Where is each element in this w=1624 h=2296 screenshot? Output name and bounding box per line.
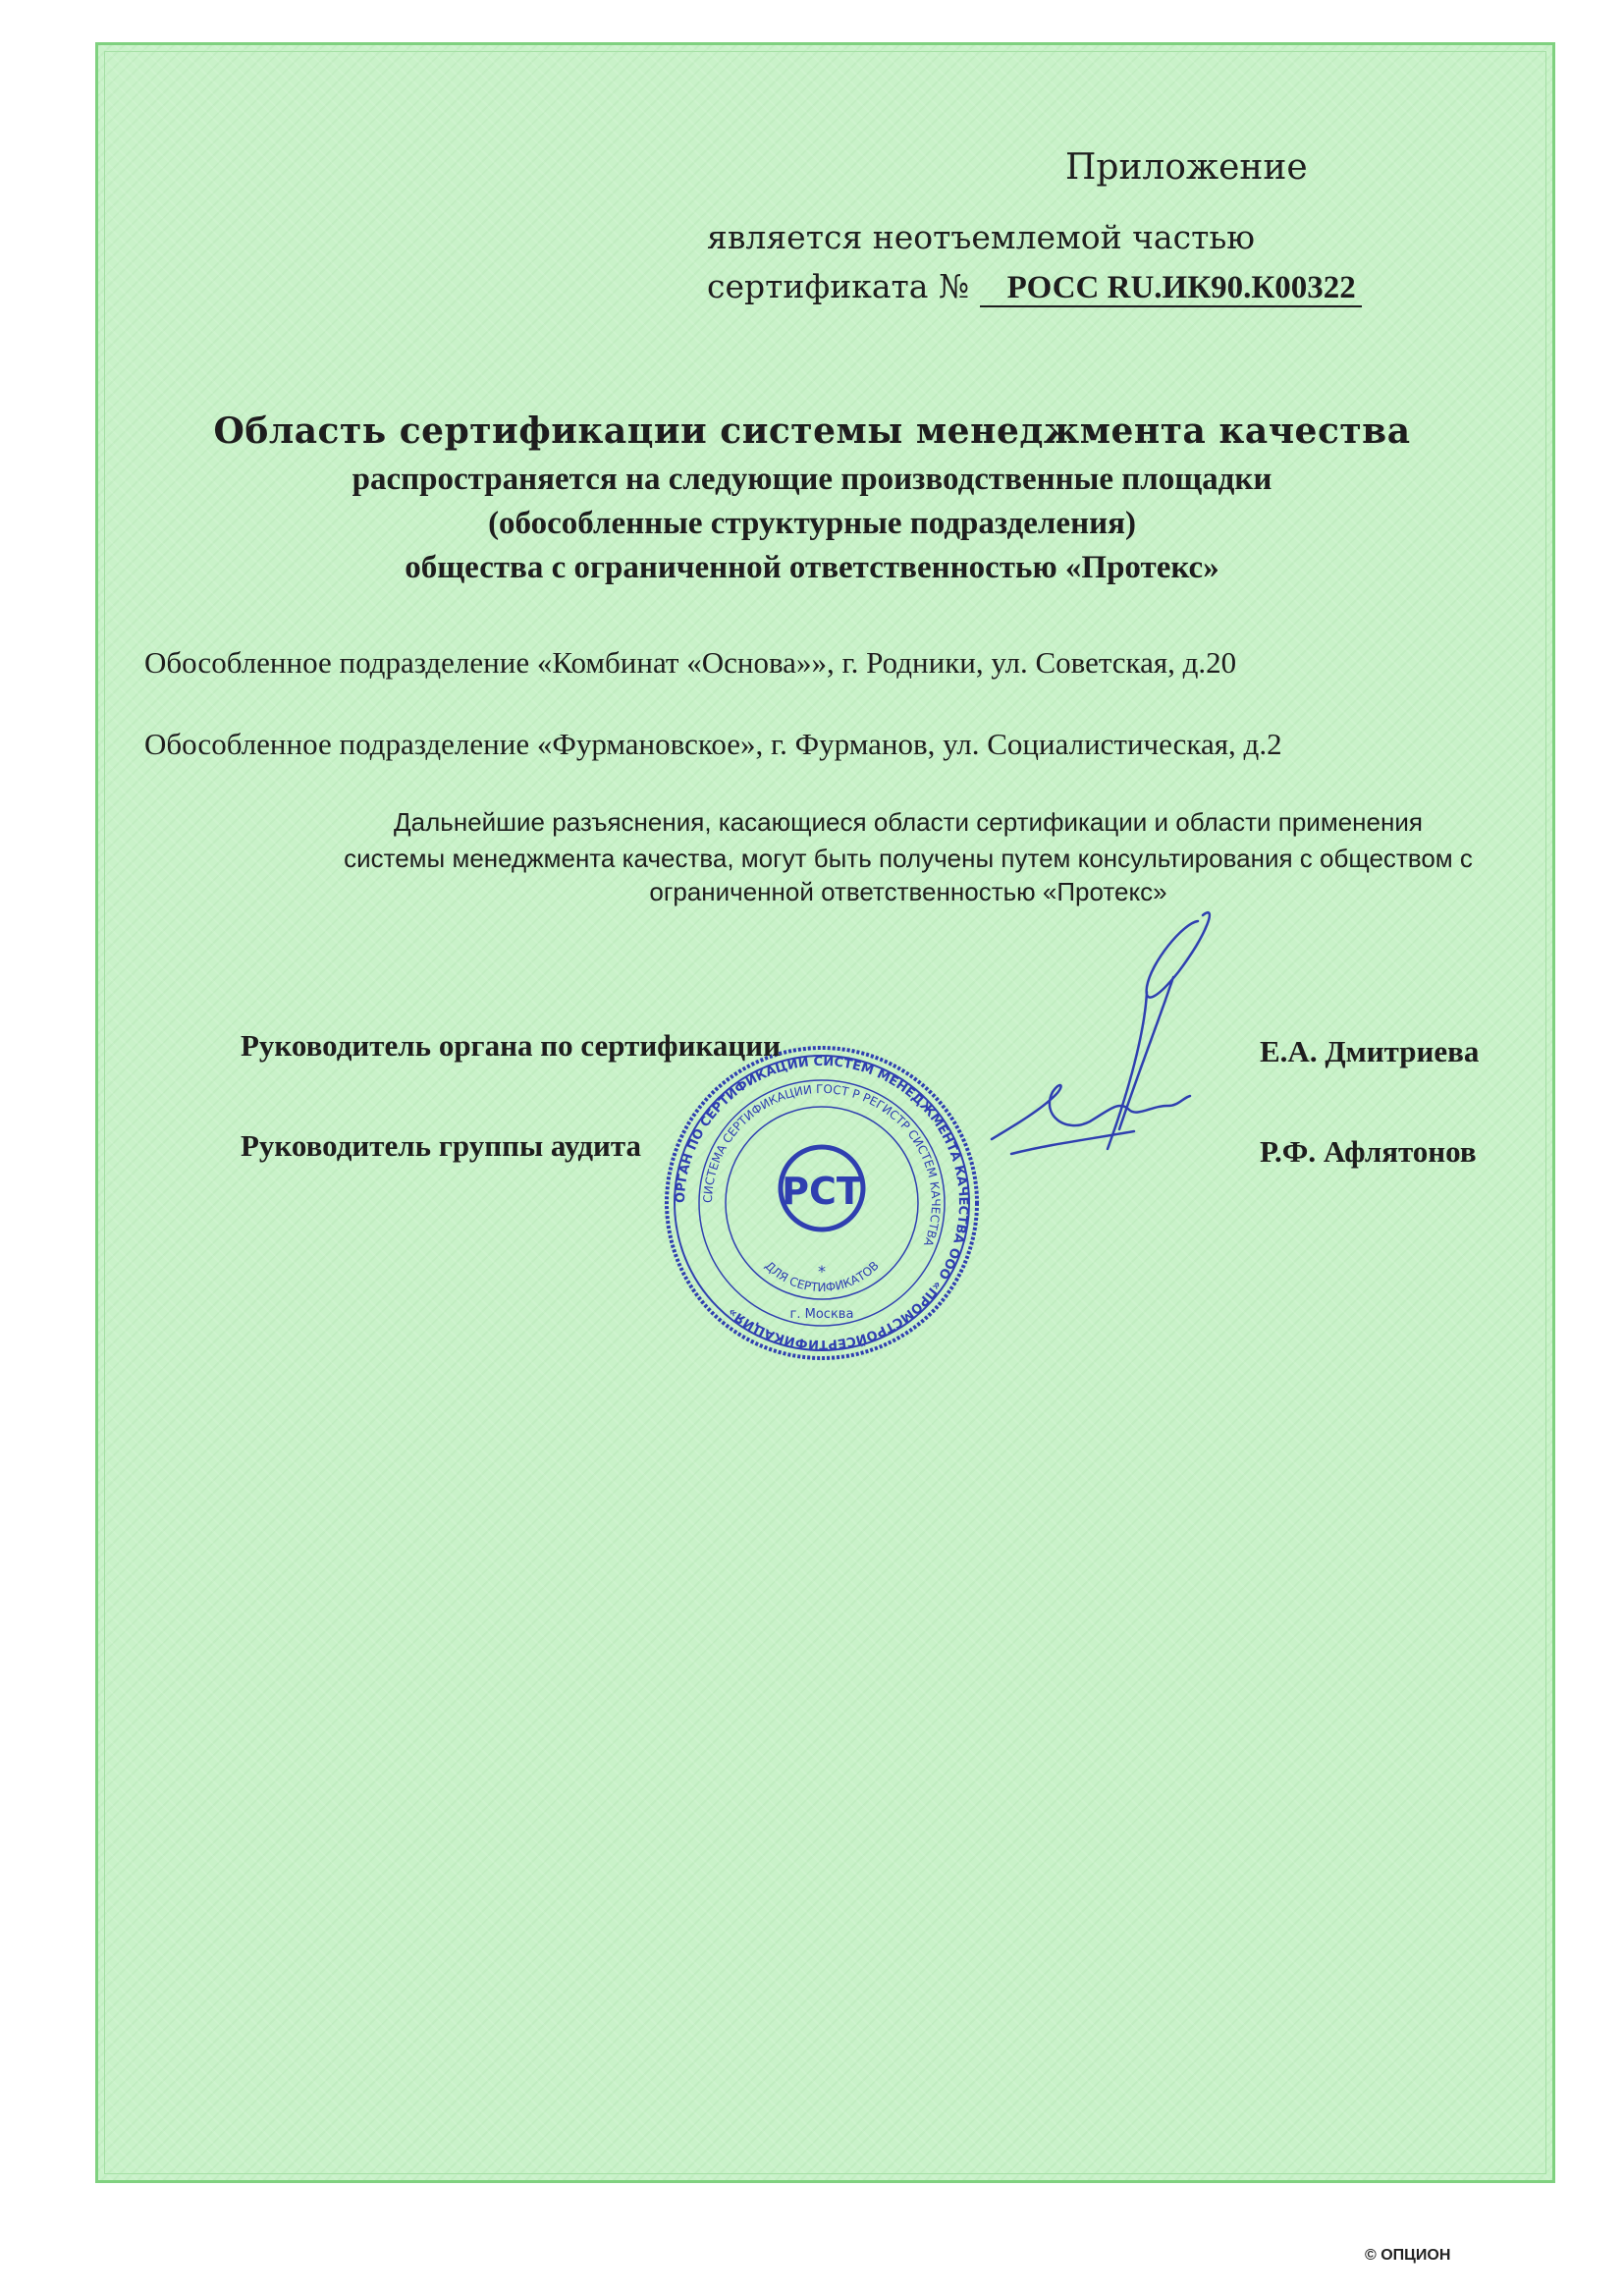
signatory-name: Е.А. Дмитриева [1260, 1034, 1480, 1068]
title-line-4: общества с ограниченной ответственностью «Протекс» [405, 550, 1219, 585]
certificate-prefix: сертификата № [707, 267, 970, 305]
seal-outer-text: ОРГАН ПО СЕРТИФИКАЦИИ СИСТЕМ МЕНЕДЖМЕНТА КАЧЕСТВА ООО «ПРОМСТРОЙСЕРТИФИКАЦИЯ» [673, 1054, 971, 1352]
seal-inner-text: СИСТЕМА СЕРТИФИКАЦИИ ГОСТ Р РЕГИСТР СИСТЕМ КАЧЕСТВА [700, 1081, 944, 1249]
official-seal [660, 1041, 984, 1365]
handwritten-signature [972, 903, 1227, 1198]
title-line-2: распространяется на следующие производственные площадки [352, 462, 1272, 497]
certificate-line [707, 267, 1362, 307]
seal-star-icon: * [818, 1262, 826, 1281]
integral-part-text: является неотъемлемой частью [707, 218, 1256, 256]
title-main: Область сертификации системы менеджмента качества [213, 410, 1411, 452]
signatory-role: Руководитель группы аудита [241, 1128, 642, 1163]
seal-city-text: г. Москва [789, 1307, 854, 1322]
site-item: Обособленное подразделение «Комбинат «Основа»», г. Родники, ул. Советская, д.20 [144, 645, 1237, 680]
note-line-2: системы менеджмента качества, могут быть получены путем консультирования с обществом с [344, 844, 1473, 873]
seal-bottom-text: ДЛЯ СЕРТИФИКАТОВ [762, 1258, 882, 1295]
title-line-3: (обособленные структурные подразделения) [488, 506, 1136, 541]
rst-logo-icon [781, 1147, 863, 1230]
site-item: Обособленное подразделение «Фурмановское», г. Фурманов, ул. Социалистическая, д.2 [144, 727, 1282, 761]
note-line-3: ограниченной ответственностью «Протекс» [649, 877, 1167, 906]
footer-copyright: © ОПЦИОН [1365, 2247, 1451, 2264]
certificate-number: РОСС RU.ИК90.К00322 [980, 270, 1362, 307]
appendix-label: Приложение [1065, 147, 1308, 188]
note-line-1: Дальнейшие разъяснения, касающиеся области сертификации и области применения [394, 807, 1423, 837]
seal-logo-text: РСТ [782, 1170, 862, 1213]
signatory-name: Р.Ф. Афлятонов [1260, 1134, 1477, 1169]
signatory-role: Руководитель органа по сертификации [241, 1028, 781, 1063]
